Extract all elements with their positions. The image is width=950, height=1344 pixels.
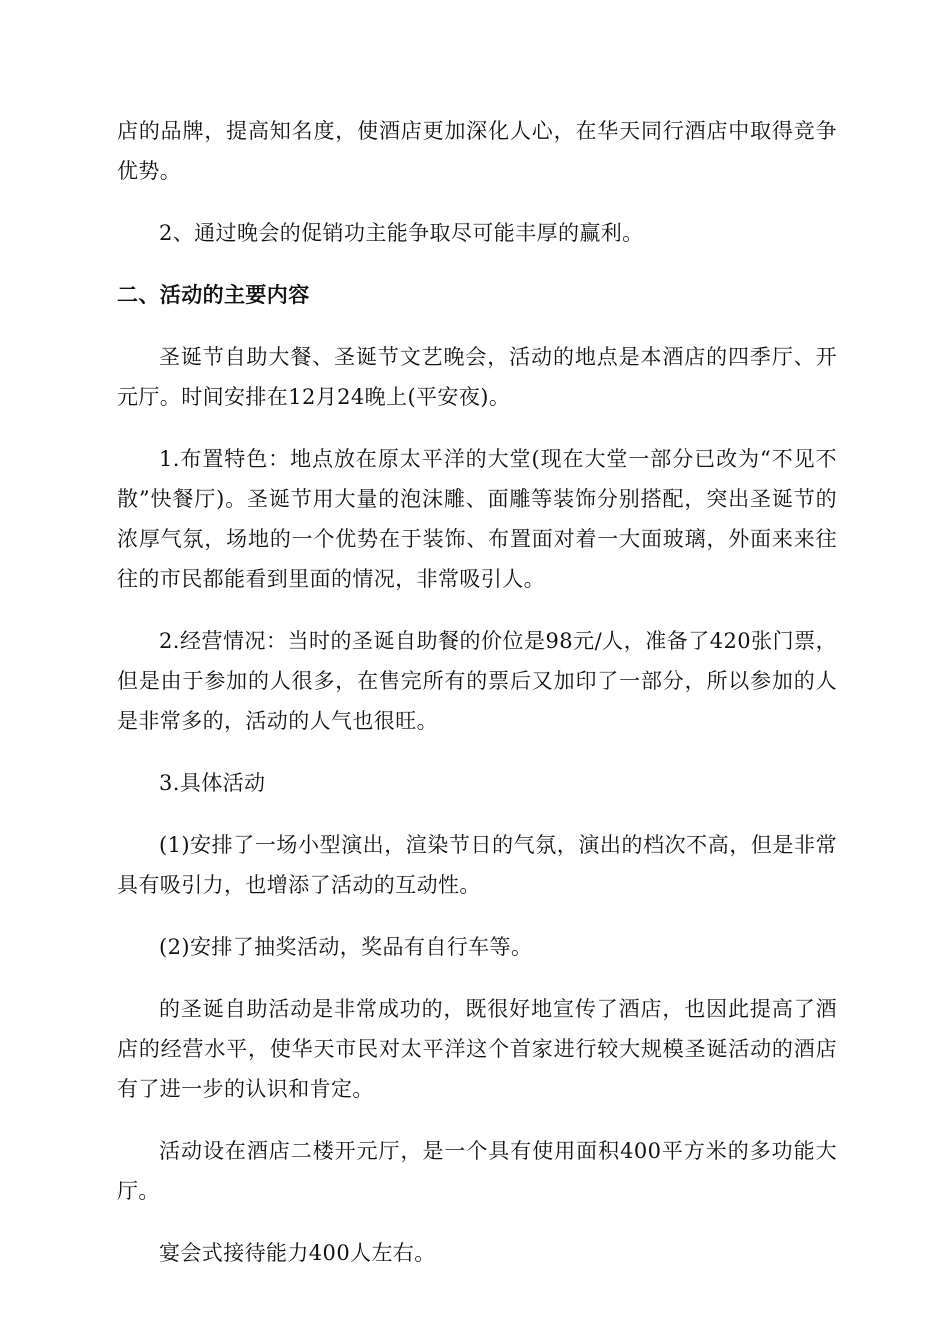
paragraph-success-summary: 的圣诞自助活动是非常成功的，既很好地宣传了酒店，也因此提高了酒店的经营水平，使华天市民对太平洋这个首家进行较大规模圣诞活动的酒店有了进一步的认识和肯定。 (117, 997, 837, 1101)
paragraph-event-overview: 圣诞节自助大餐、圣诞节文艺晚会，活动的地点是本酒店的四季厅、开元厅。时间安排在12月24晚上(平安夜)。 (117, 345, 837, 409)
paragraph-lottery: (2)安排了抽奖活动，奖品有自行车等。 (159, 935, 533, 959)
paragraph-brand-advantage: 店的品牌，提高知名度，使酒店更加深化人心，在华天同行酒店中取得竞争优势。 (117, 119, 837, 183)
paragraph-layout-features: 1.布置特色：地点放在原太平洋的大堂(现在大堂一部分已改为“不见不散”快餐厅)。圣诞节用大量的泡沫雕、面雕等装饰分别搭配，突出圣诞节的浓厚气氛，场地的一个优势在于装饰、布置面对着一大面玻璃，外面来来往往的市民都能看到里面的情况，非常吸引人。 (117, 447, 837, 591)
paragraph-operations: 2.经营情况：当时的圣诞自助餐的价位是98元/人，准备了420张门票，但是由于参加的人很多，在售完所有的票后又加印了一部分，所以参加的人是非常多的，活动的人气也很旺。 (117, 629, 837, 733)
paragraph-venue: 活动设在酒店二楼开元厅，是一个具有使用面积400平方米的多功能大厅。 (117, 1139, 837, 1203)
paragraph-performance: (1)安排了一场小型演出，渲染节日的气氛，演出的档次不高，但是非常具有吸引力，也增添了活动的互动性。 (117, 833, 837, 897)
paragraph-capacity: 宴会式接待能力400人左右。 (159, 1241, 436, 1265)
section-heading-main-content: 二、活动的主要内容 (117, 283, 310, 307)
paragraph-promotion-goal: 2、通过晚会的促销功主能争取尽可能丰厚的赢利。 (159, 221, 644, 245)
document-body (117, 111, 837, 1295)
paragraph-specific-activities-title: 3.具体活动 (159, 771, 266, 795)
